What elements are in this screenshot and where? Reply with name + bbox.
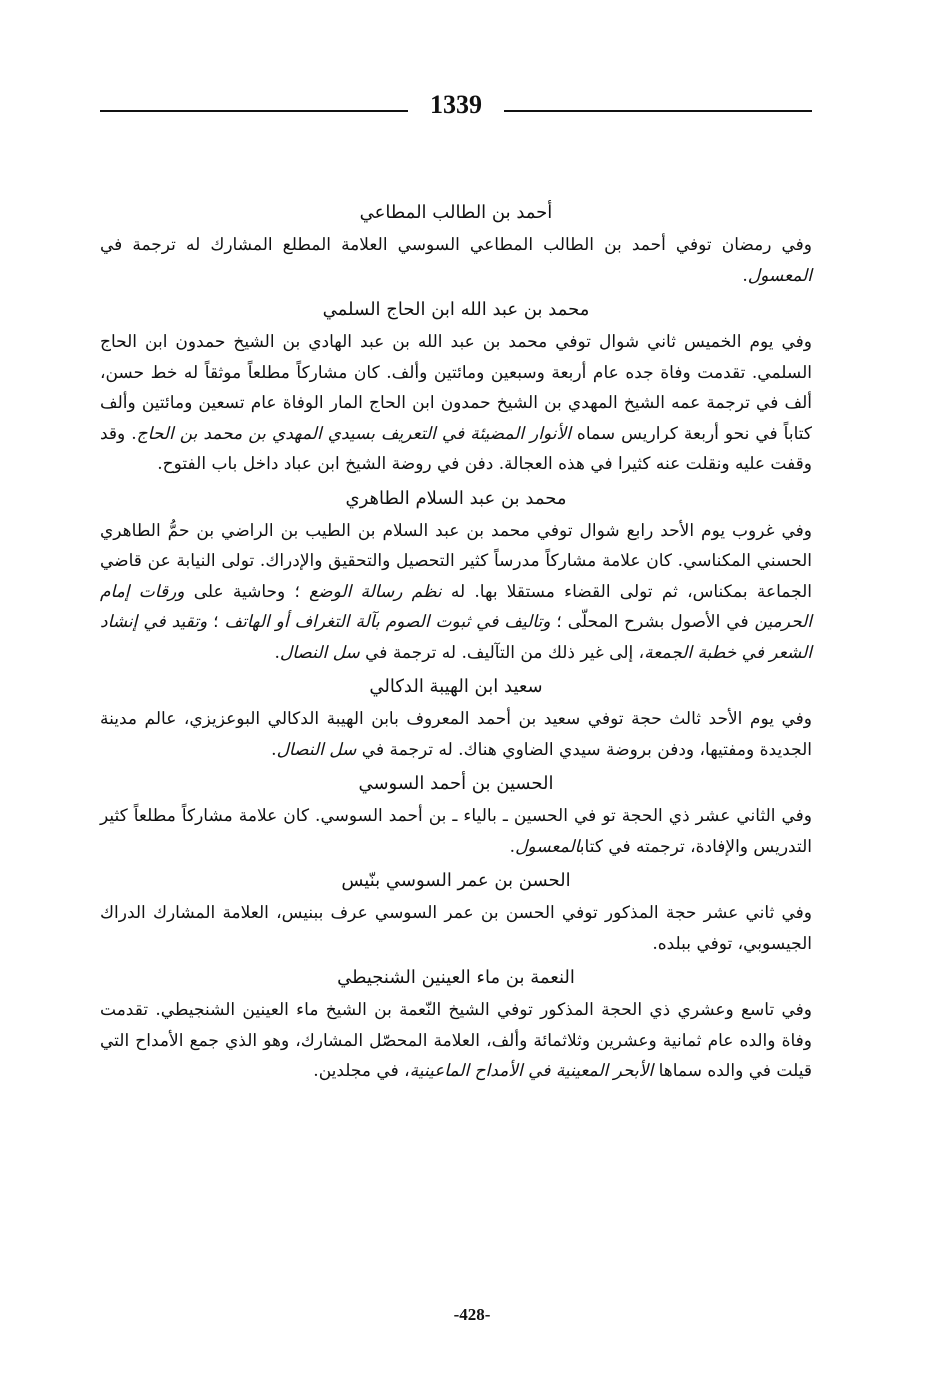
entry-text: .: [509, 836, 516, 857]
entry-title: محمد بن عبد الله ابن الحاج السلمي: [322, 299, 590, 320]
entry-italic: وتاليف في ثبوت الصوم بآلة التغراف أو الهاتف: [224, 612, 551, 632]
entry-title: محمد بن عبد السلام الطاهري: [345, 487, 567, 509]
entry-text: وفي رمضان توفي أحمد بن الطالب المطاعي السوسي العلامة المطلع المشارك له ترجمة في: [100, 235, 812, 255]
entry-text: . وقد وقفت عليه ونقلت عنه كثيرا في هذه العجالة. دفن في روضة الشيخ ابن عباد داخل باب الفتوح.: [100, 423, 812, 474]
entry-italic: ورقات إمام الحرمين: [100, 581, 812, 632]
entry-text: في الأصول بشرح المحلّى ؛: [550, 612, 755, 632]
entry-body: [100, 801, 812, 862]
page-content: [100, 196, 812, 1089]
entry-text: .: [271, 739, 277, 760]
entry-text: ، في مجلدين.: [313, 1061, 410, 1081]
entry-italic: سل النصال: [279, 642, 360, 663]
entry-italic: وتقيد في إنشاد الشعر في خطبة الجمعة: [100, 612, 812, 663]
entry-text: .: [742, 265, 748, 286]
page-header: [100, 80, 812, 130]
entry-text: وفي يوم الأحد ثالث حجة توفي سعيد بن أحمد المعروف بابن الهيبة الدكالي البوعزيزي، عالم مدينة الجديدة ومفتيها، ودفن بروضة سيدي الضاوي هناك. له ترجمة في: [100, 709, 812, 760]
entry-text: .: [274, 642, 280, 663]
entry-italic: المعسول: [747, 265, 812, 286]
entry-text: وفي الثاني عشر ذي الحجة تو في الحسين ـ بالياء ـ بن أحمد السوسي. كان علامة مشاركاً مطلعاً كثير التدريس والإفادة، ترجمته في كتاب: [100, 806, 812, 857]
entry-body: [100, 516, 812, 669]
entry-text: ؛ وحاشية على: [184, 581, 310, 602]
header-rule-left: [100, 110, 408, 112]
entry-text: ، إلى غير ذلك من التآليف. له ترجمة في: [359, 642, 645, 663]
entry-body: [100, 995, 812, 1087]
entry-body: [100, 898, 812, 959]
entry-text: وفي غروب يوم الأحد رابع شوال توفي محمد بن عبد السلام بن الطيب بن الراضي بن حمُّ الطاهري الحسني المكناسي. كان علامة مشاركاً مدرساً كثير التحصيل والتحقيق والإدراك. تولى النيابة عن قاضي الجماعة بمكناس، ثم تولى القضاء مستقلا بها. له: [100, 520, 812, 602]
entry-body: [100, 704, 812, 765]
entry-body: [100, 327, 812, 480]
entry-text: وفي ثاني عشر حجة المذكور توفي الحسن بن عمر السوسي عرف ببنيس، العلامة المشارك الدراك الجيسوبي، توفي ببلده.: [100, 903, 812, 954]
entry-italic: نظم رسالة الوضع: [309, 581, 442, 602]
entry-italic: الأبحر المعينية في الأمداح الماعينية: [409, 1061, 654, 1081]
entry-italic: الأنوار المضيئة في التعريف بسيدي المهدي بن محمد بن الحاج: [136, 423, 571, 444]
entry-title: سعيد ابن الهيبة الدكالي: [369, 676, 543, 697]
entry-text: ؛: [207, 612, 225, 632]
entry-title: الحسن بن عمر السوسي بنّيس: [341, 870, 571, 891]
entry-italic: سل النصال: [276, 739, 357, 760]
entry-body: [100, 230, 812, 291]
entry-text: وفي يوم الخميس ثاني شوال توفي محمد بن عبد الله بن عبد الهادي بن الشيخ حمدون ابن الحاج السلمي. تقدمت وفاة جده عام أربعة وسبعين ومائتين وألف. كان مشاركاً مطلعاً موثقاً له خط حسن، ألف في ترجمة عمه الشيخ المهدي بن الشيخ حمدون ابن الحاج المار الوفاة عام تسعين ومائتين وألف كتاباً في نحو أربعة كراريس سماه: [100, 332, 812, 444]
entry-title: النعمة بن ماء العينين الشنجيطي: [337, 967, 575, 988]
header-year: 1339: [430, 90, 482, 119]
entry-italic: المعسول: [515, 836, 580, 857]
entry-title: الحسين بن أحمد السوسي: [358, 773, 554, 794]
header-rule-right: [504, 110, 812, 112]
entry-title: أحمد بن الطالب المطاعي: [359, 202, 553, 223]
page-number: -428-: [453, 1305, 491, 1324]
entry-text: وفي تاسع وعشري ذي الحجة المذكور توفي الشيخ النّعمة بن الشيخ ماء العينين الشنجيطي. تقدمت وفاة والده عام ثمانية وعشرين وثلاثمائة وألف، العلامة المحصّل المشارك، وهو الذي جمع الأمداح التي قيلت في والده سماها: [100, 1000, 812, 1081]
